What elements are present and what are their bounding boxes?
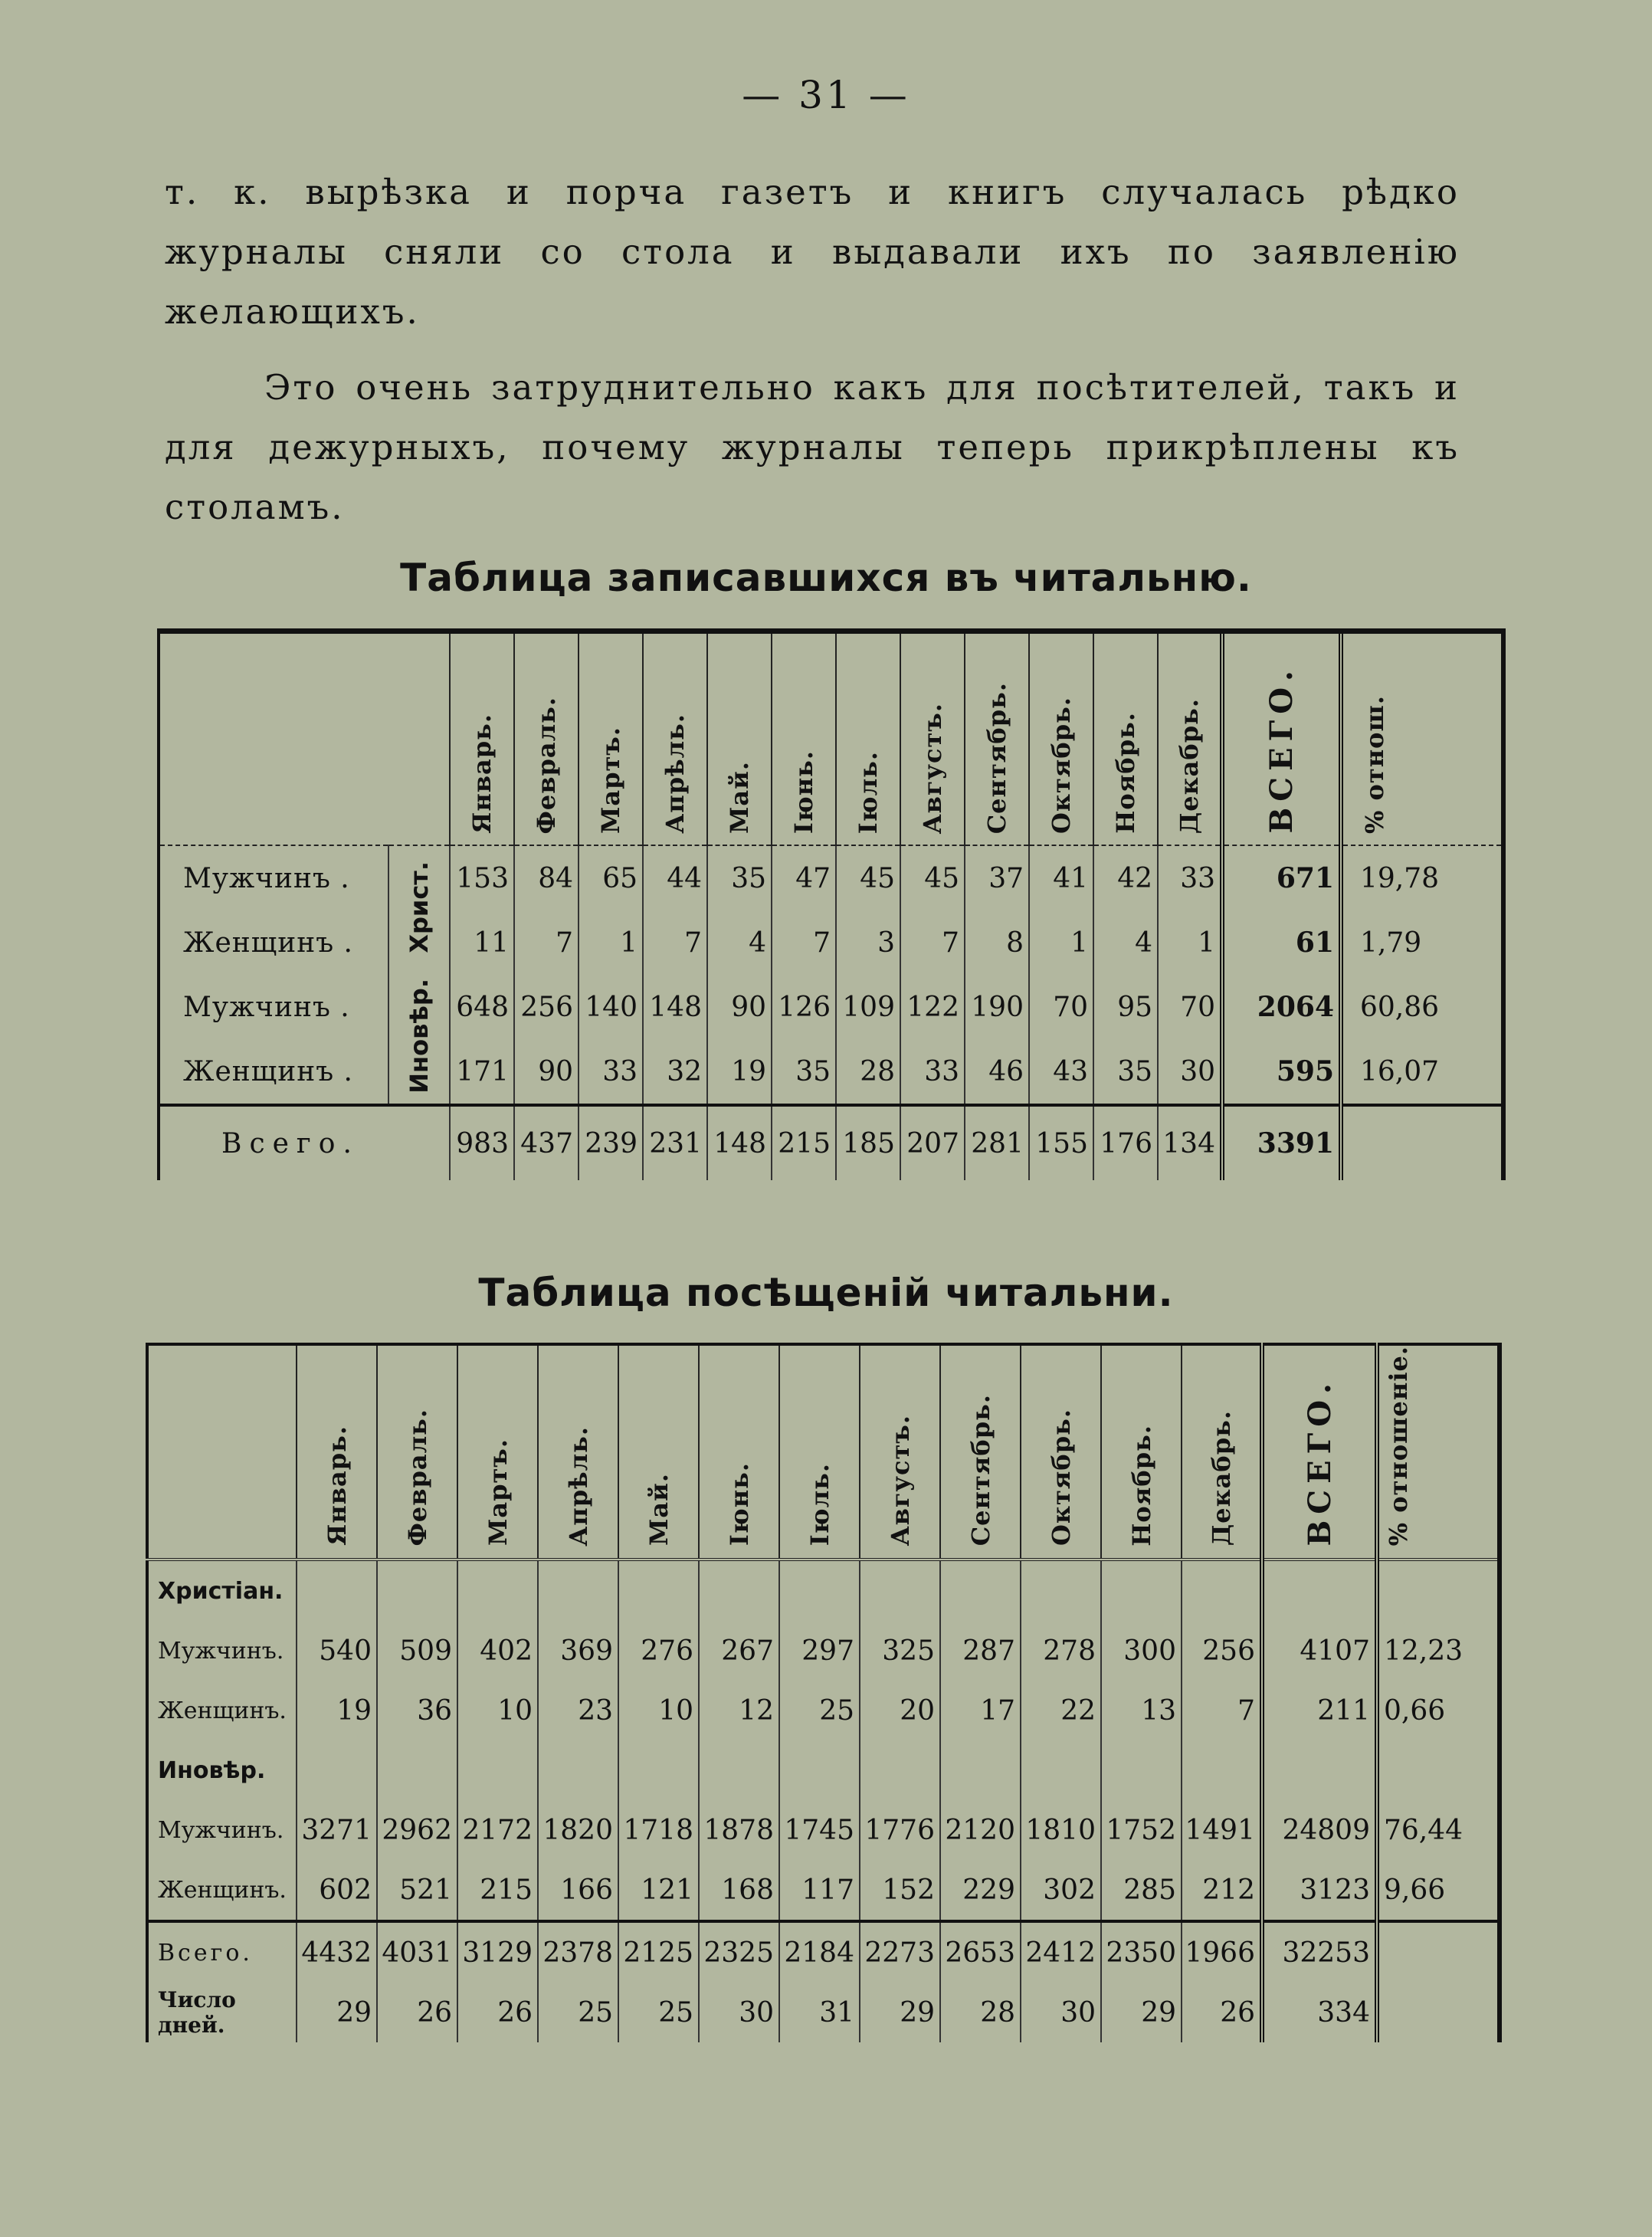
data-cell: 281 — [965, 1105, 1029, 1180]
data-cell: 1745 — [779, 1800, 860, 1860]
data-cell: 70 — [1029, 975, 1093, 1039]
table2-month-label: Ноябрь. — [1126, 1424, 1156, 1547]
data-cell: 207 — [900, 1105, 965, 1180]
data-cell: 90 — [707, 975, 772, 1039]
data-cell: 46 — [965, 1039, 1029, 1105]
data-cell: 25 — [618, 1983, 699, 2042]
data-cell: 8 — [965, 910, 1029, 975]
data-cell: 126 — [772, 975, 836, 1039]
group-label: Иновѣр. — [147, 1740, 297, 1800]
table2-month-label: Іюль. — [805, 1463, 834, 1547]
data-cell: 185 — [836, 1105, 900, 1180]
data-cell: 1820 — [538, 1800, 618, 1860]
table1-month-label: Январь. — [467, 713, 497, 834]
data-cell: 23 — [538, 1681, 618, 1740]
data-cell: 369 — [538, 1621, 618, 1681]
data-cell: 7 — [1182, 1681, 1262, 1740]
data-cell: 3271 — [297, 1800, 377, 1860]
data-cell: 300 — [1101, 1621, 1182, 1681]
table1-month-header — [1158, 631, 1222, 846]
pct-cell: 19,78 — [1341, 845, 1503, 910]
data-cell: 37 — [965, 845, 1029, 910]
table2-month-header — [1021, 1344, 1101, 1560]
pct-cell — [1377, 1983, 1500, 2042]
table1-month-label: Августъ. — [918, 702, 947, 834]
table-row — [147, 1621, 1500, 1681]
pct-cell: 1,79 — [1341, 910, 1503, 975]
data-cell: 302 — [1021, 1860, 1101, 1921]
data-cell: 134 — [1158, 1105, 1222, 1180]
table1-pct-label: % отнош. — [1360, 694, 1389, 834]
row-label: Женщинъ . — [159, 1039, 388, 1105]
data-cell: 648 — [450, 975, 514, 1039]
days-row-label: Число дней. — [147, 1983, 297, 2042]
visits-table — [146, 1343, 1502, 2042]
table2-month-header — [618, 1344, 699, 1560]
data-cell: 30 — [699, 1983, 779, 2042]
table1-month-header — [836, 631, 900, 846]
table2-month-label: Апрѣль. — [563, 1425, 593, 1547]
pct-cell: 76,44 — [1377, 1800, 1500, 1860]
total-cell: 4107 — [1262, 1621, 1377, 1681]
table-row — [147, 1681, 1500, 1740]
data-cell: 2962 — [377, 1800, 457, 1860]
data-cell: 190 — [965, 975, 1029, 1039]
data-cell: 33 — [900, 1039, 965, 1105]
data-cell: 29 — [860, 1983, 940, 2042]
table2-total-header — [1262, 1344, 1377, 1560]
pct-cell — [1377, 1921, 1500, 1983]
data-cell: 278 — [1021, 1621, 1101, 1681]
table1-month-label: Іюнь. — [789, 749, 818, 834]
data-cell: 28 — [836, 1039, 900, 1105]
table2-month-header — [940, 1344, 1021, 1560]
data-cell: 19 — [297, 1681, 377, 1740]
table2-title: Таблица посѣщеній читальни. — [478, 1271, 1174, 1315]
table1-month-header — [965, 631, 1029, 846]
data-cell: 7 — [772, 910, 836, 975]
table2-month-label: Февраль. — [402, 1408, 432, 1547]
group-label: Иновѣр. — [405, 978, 434, 1094]
data-cell: 41 — [1029, 845, 1093, 910]
data-cell: 30 — [1158, 1039, 1222, 1105]
row-label: Мужчинъ . — [159, 845, 388, 910]
data-cell: 47 — [772, 845, 836, 910]
total-cell: 2064 — [1222, 975, 1341, 1039]
table2-month-header — [1101, 1344, 1182, 1560]
data-cell: 29 — [297, 1983, 377, 2042]
data-cell: 229 — [940, 1860, 1021, 1921]
table2-month-header — [377, 1344, 457, 1560]
data-cell: 267 — [699, 1621, 779, 1681]
table1-total-label: ВСЕГО. — [1264, 664, 1300, 834]
data-cell: 42 — [1093, 845, 1158, 910]
data-cell: 1752 — [1101, 1800, 1182, 1860]
table2-month-header — [860, 1344, 940, 1560]
pct-cell: 12,23 — [1377, 1621, 1500, 1681]
data-cell: 4432 — [297, 1921, 377, 1983]
data-cell: 32 — [643, 1039, 707, 1105]
table1-month-label: Апрѣль. — [660, 713, 690, 834]
data-cell: 7 — [514, 910, 579, 975]
table-row — [159, 1039, 1503, 1105]
data-cell: 325 — [860, 1621, 940, 1681]
data-cell: 1966 — [1182, 1921, 1262, 1983]
table2-month-label: Августъ. — [885, 1414, 915, 1547]
table2-month-label: Декабрь. — [1206, 1410, 1236, 1547]
data-cell: 28 — [940, 1983, 1021, 2042]
total-cell: 334 — [1262, 1983, 1377, 2042]
data-cell: 90 — [514, 1039, 579, 1105]
table1-month-label: Сентябрь. — [982, 681, 1011, 834]
data-cell: 285 — [1101, 1860, 1182, 1921]
total-cell: 32253 — [1262, 1921, 1377, 1983]
data-cell: 2378 — [538, 1921, 618, 1983]
table2-pct-label: % отношеніе. — [1384, 1346, 1413, 1547]
data-cell: 2120 — [940, 1800, 1021, 1860]
paragraph-2: Это очень затруднительно какъ для посѣтителей, такъ и для дежурныхъ, почему журналы теперь прикрѣплены къ столамъ. — [165, 367, 1460, 527]
data-cell: 45 — [900, 845, 965, 910]
data-cell: 297 — [779, 1621, 860, 1681]
table1-month-label: Мартъ. — [596, 726, 625, 834]
table2-header-row — [147, 1344, 1500, 1560]
data-cell: 231 — [643, 1105, 707, 1180]
table-row — [147, 1860, 1500, 1921]
table2-month-label: Январь. — [322, 1425, 352, 1547]
table1-month-header — [1029, 631, 1093, 846]
data-cell: 31 — [779, 1983, 860, 2042]
data-cell: 402 — [457, 1621, 538, 1681]
data-cell: 1491 — [1182, 1800, 1262, 1860]
data-cell: 168 — [699, 1860, 779, 1921]
data-cell: 2325 — [699, 1921, 779, 1983]
table2-pct-header — [1377, 1344, 1500, 1560]
table2-days-row — [147, 1983, 1500, 2042]
data-cell: 1878 — [699, 1800, 779, 1860]
data-cell: 4031 — [377, 1921, 457, 1983]
data-cell: 43 — [1029, 1039, 1093, 1105]
data-cell: 983 — [450, 1105, 514, 1180]
data-cell: 122 — [900, 975, 965, 1039]
group-label-cell — [388, 975, 450, 1105]
data-cell: 287 — [940, 1621, 1021, 1681]
data-cell: 166 — [538, 1860, 618, 1921]
table1-month-header — [1093, 631, 1158, 846]
data-cell: 2350 — [1101, 1921, 1182, 1983]
data-cell: 117 — [779, 1860, 860, 1921]
data-cell: 26 — [377, 1983, 457, 2042]
table-row — [147, 1560, 1500, 1621]
table1-month-label: Декабрь. — [1175, 697, 1204, 834]
table2-month-header — [457, 1344, 538, 1560]
pct-cell — [1341, 1105, 1503, 1180]
data-cell: 22 — [1021, 1681, 1101, 1740]
group-label-cell — [388, 845, 450, 975]
data-cell: 70 — [1158, 975, 1222, 1039]
total-cell: 595 — [1222, 1039, 1341, 1105]
data-cell: 2412 — [1021, 1921, 1101, 1983]
data-cell: 36 — [377, 1681, 457, 1740]
data-cell: 13 — [1101, 1681, 1182, 1740]
table1-header-row — [159, 631, 1503, 846]
data-cell: 148 — [707, 1105, 772, 1180]
data-cell: 25 — [538, 1983, 618, 2042]
data-cell: 540 — [297, 1621, 377, 1681]
data-cell: 256 — [514, 975, 579, 1039]
data-cell: 33 — [1158, 845, 1222, 910]
row-label: Мужчинъ. — [147, 1800, 297, 1860]
data-cell: 44 — [643, 845, 707, 910]
data-cell: 11 — [450, 910, 514, 975]
table1-month-header — [579, 631, 643, 846]
page-number: — 31 — — [742, 73, 910, 117]
table1-month-header — [772, 631, 836, 846]
data-cell: 19 — [707, 1039, 772, 1105]
data-cell: 152 — [860, 1860, 940, 1921]
table-row — [159, 910, 1503, 975]
table-row — [159, 845, 1503, 910]
data-cell: 26 — [1182, 1983, 1262, 2042]
data-cell: 140 — [579, 975, 643, 1039]
data-cell: 17 — [940, 1681, 1021, 1740]
pct-cell: 16,07 — [1341, 1039, 1503, 1105]
data-cell: 10 — [457, 1681, 538, 1740]
table1-corner-cell — [159, 631, 450, 846]
paragraph-1: т. к. вырѣзка и порча газетъ и книгъ случалась рѣдко журналы сняли со стола и выдавали ихъ по заявленію желающихъ. — [165, 172, 1460, 332]
table2-total-label: ВСЕГО. — [1301, 1376, 1338, 1547]
data-cell: 3129 — [457, 1921, 538, 1983]
total-cell: 211 — [1262, 1681, 1377, 1740]
data-cell: 35 — [1093, 1039, 1158, 1105]
data-cell: 2172 — [457, 1800, 538, 1860]
data-cell: 2184 — [779, 1921, 860, 1983]
data-cell: 1 — [1158, 910, 1222, 975]
table1-month-header — [450, 631, 514, 846]
data-cell: 2273 — [860, 1921, 940, 1983]
data-cell: 109 — [836, 975, 900, 1039]
table2-month-header — [1182, 1344, 1262, 1560]
data-cell: 33 — [579, 1039, 643, 1105]
data-cell: 2125 — [618, 1921, 699, 1983]
table1-title: Таблица записавшихся въ читальню. — [400, 556, 1252, 600]
total-row-label: Всего. — [159, 1105, 450, 1180]
data-cell: 2653 — [940, 1921, 1021, 1983]
data-cell: 10 — [618, 1681, 699, 1740]
total-cell: 671 — [1222, 845, 1341, 910]
data-cell: 26 — [457, 1983, 538, 2042]
table2-month-header — [538, 1344, 618, 1560]
data-cell: 176 — [1093, 1105, 1158, 1180]
data-cell: 30 — [1021, 1983, 1101, 2042]
data-cell: 1 — [579, 910, 643, 975]
data-cell: 1 — [1029, 910, 1093, 975]
data-cell: 215 — [772, 1105, 836, 1180]
data-cell: 437 — [514, 1105, 579, 1180]
data-cell: 153 — [450, 845, 514, 910]
table2-total-row — [147, 1921, 1500, 1983]
data-cell: 521 — [377, 1860, 457, 1921]
total-cell: 3123 — [1262, 1860, 1377, 1921]
table1-month-label: Іюль. — [854, 750, 883, 834]
data-cell: 121 — [618, 1860, 699, 1921]
data-cell: 7 — [900, 910, 965, 975]
data-cell: 602 — [297, 1860, 377, 1921]
pct-cell: 60,86 — [1341, 975, 1503, 1039]
data-cell: 35 — [772, 1039, 836, 1105]
data-cell: 212 — [1182, 1860, 1262, 1921]
data-cell: 4 — [707, 910, 772, 975]
data-cell: 20 — [860, 1681, 940, 1740]
row-label: Мужчинъ. — [147, 1621, 297, 1681]
table2-month-label: Мартъ. — [483, 1438, 513, 1547]
row-label: Женщинъ . — [159, 910, 388, 975]
table2-month-header — [699, 1344, 779, 1560]
data-cell: 215 — [457, 1860, 538, 1921]
table1-month-header — [707, 631, 772, 846]
registrations-table — [157, 628, 1506, 1180]
data-cell: 3 — [836, 910, 900, 975]
data-cell: 509 — [377, 1621, 457, 1681]
table1-month-label: Октябрь. — [1047, 696, 1076, 834]
table-row — [159, 975, 1503, 1039]
data-cell: 45 — [836, 845, 900, 910]
group-label: Христіан. — [147, 1560, 297, 1621]
data-cell: 25 — [779, 1681, 860, 1740]
table1-month-header — [643, 631, 707, 846]
table1-total-header — [1222, 631, 1341, 846]
table1-month-label: Февраль. — [532, 696, 561, 834]
data-cell: 1776 — [860, 1800, 940, 1860]
table1-month-label: Ноябрь. — [1111, 712, 1140, 834]
table2-month-label: Май. — [644, 1473, 674, 1547]
pct-cell: 9,66 — [1377, 1860, 1500, 1921]
data-cell: 35 — [707, 845, 772, 910]
table-row — [147, 1800, 1500, 1860]
data-cell: 276 — [618, 1621, 699, 1681]
row-label: Женщинъ. — [147, 1860, 297, 1921]
data-cell: 171 — [450, 1039, 514, 1105]
table2-month-label: Іюнь. — [724, 1462, 754, 1547]
table2-month-label: Сентябрь. — [965, 1394, 995, 1547]
table2-month-label: Октябрь. — [1046, 1409, 1076, 1547]
data-cell: 239 — [579, 1105, 643, 1180]
table1-month-header — [514, 631, 579, 846]
total-row-label: Всего. — [147, 1921, 297, 1983]
table-row — [147, 1740, 1500, 1800]
data-cell: 256 — [1182, 1621, 1262, 1681]
data-cell: 148 — [643, 975, 707, 1039]
total-cell: 3391 — [1222, 1105, 1341, 1180]
data-cell: 95 — [1093, 975, 1158, 1039]
data-cell: 1810 — [1021, 1800, 1101, 1860]
data-cell: 1718 — [618, 1800, 699, 1860]
data-cell: 155 — [1029, 1105, 1093, 1180]
group-label: Христ. — [405, 861, 434, 953]
data-cell: 7 — [643, 910, 707, 975]
table1-total-row — [159, 1105, 1503, 1180]
table1-pct-header — [1341, 631, 1503, 846]
data-cell: 4 — [1093, 910, 1158, 975]
data-cell: 65 — [579, 845, 643, 910]
total-cell: 24809 — [1262, 1800, 1377, 1860]
data-cell: 84 — [514, 845, 579, 910]
table2-month-header — [297, 1344, 377, 1560]
row-label: Женщинъ. — [147, 1681, 297, 1740]
table2-month-header — [779, 1344, 860, 1560]
row-label: Мужчинъ . — [159, 975, 388, 1039]
data-cell: 29 — [1101, 1983, 1182, 2042]
data-cell: 12 — [699, 1681, 779, 1740]
table1-month-label: Май. — [725, 760, 754, 834]
total-cell: 61 — [1222, 910, 1341, 975]
table1-month-header — [900, 631, 965, 846]
pct-cell: 0,66 — [1377, 1681, 1500, 1740]
table2-corner-cell — [147, 1344, 297, 1560]
